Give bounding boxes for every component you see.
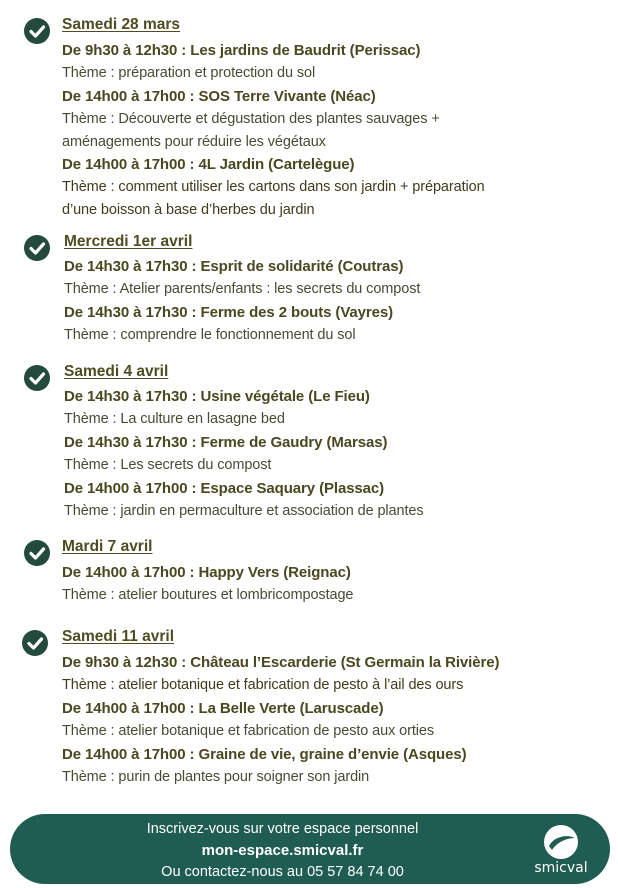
event-theme: Thème : Atelier parents/enfants : les secrets du compost bbox=[64, 281, 421, 297]
smicval-logo bbox=[528, 824, 594, 878]
event-time-venue: De 14h30 à 17h30 : Ferme de Gaudry (Marsas) bbox=[64, 434, 388, 451]
event-theme: Thème : comprendre le fonctionnement du sol bbox=[64, 327, 356, 343]
event-date-heading: Samedi 11 avril bbox=[62, 628, 175, 645]
event-theme: Thème : Les secrets du compost bbox=[64, 457, 272, 473]
register-prompt: Inscrivez-vous sur votre espace personnel bbox=[146, 821, 419, 837]
event-theme: Thème : La culture en lasagne bed bbox=[64, 411, 285, 427]
checkmark-icon bbox=[22, 630, 48, 656]
event-theme: Thème : atelier botanique et fabrication de pesto aux orties bbox=[62, 723, 435, 739]
event-theme: Thème : comment utiliser les cartons dans son jardin + préparation bbox=[62, 179, 485, 195]
event-time-venue: De 14h30 à 17h30 : Ferme des 2 bouts (Vayres) bbox=[64, 304, 393, 321]
event-theme: Thème : jardin en permaculture et association de plantes bbox=[64, 503, 424, 519]
contact-phone: Ou contactez-nous au 05 57 84 74 00 bbox=[161, 864, 404, 880]
smicval-logo-icon bbox=[528, 824, 594, 864]
event-date-heading: Samedi 28 mars bbox=[62, 16, 181, 33]
event-time-venue: De 14h00 à 17h00 : Happy Vers (Reignac) bbox=[62, 564, 351, 581]
event-time-venue: De 14h00 à 17h00 : SOS Terre Vivante (Néac) bbox=[62, 88, 376, 105]
checkmark-icon bbox=[24, 365, 50, 391]
event-date-heading: Samedi 4 avril bbox=[64, 363, 169, 380]
event-theme: Thème : purin de plantes pour soigner son jardin bbox=[62, 769, 370, 785]
event-date-heading: Mardi 7 avril bbox=[62, 538, 153, 555]
event-time-venue: De 14h30 à 17h30 : Usine végétale (Le Fieu) bbox=[64, 388, 370, 405]
event-time-venue: De 9h30 à 12h30 : Les jardins de Baudrit (Perissac) bbox=[62, 42, 421, 59]
logo-wordmark: smicval bbox=[534, 860, 588, 876]
event-theme: Thème : préparation et protection du sol bbox=[62, 65, 316, 81]
event-theme: d’une boisson à base d’herbes du jardin bbox=[62, 202, 315, 218]
event-time-venue: De 9h30 à 12h30 : Château l’Escarderie (St Germain la Rivière) bbox=[62, 654, 500, 671]
event-theme: Thème : atelier botanique et fabrication de pesto à l’ail des ours bbox=[62, 677, 464, 693]
event-time-venue: De 14h00 à 17h00 : La Belle Verte (Laruscade) bbox=[62, 700, 384, 717]
event-time-venue: De 14h00 à 17h00 : 4L Jardin (Cartelègue) bbox=[62, 156, 355, 173]
event-theme: aménagements pour réduire les végétaux bbox=[62, 134, 326, 150]
event-theme: Thème : atelier boutures et lombricompostage bbox=[62, 587, 354, 603]
event-theme: Thème : Découverte et dégustation des plantes sauvages + bbox=[62, 111, 440, 127]
event-date-heading: Mercredi 1er avril bbox=[64, 233, 193, 250]
event-time-venue: De 14h00 à 17h00 : Espace Saquary (Plassac) bbox=[64, 480, 385, 497]
checkmark-icon bbox=[24, 235, 50, 261]
registration-link[interactable]: mon-espace.smicval.fr bbox=[201, 842, 364, 859]
checkmark-icon bbox=[24, 18, 50, 44]
registration-banner bbox=[10, 814, 610, 884]
event-time-venue: De 14h30 à 17h30 : Esprit de solidarité (Coutras) bbox=[64, 258, 404, 275]
checkmark-icon bbox=[24, 540, 50, 566]
event-time-venue: De 14h00 à 17h00 : Graine de vie, graine d’envie (Asques) bbox=[62, 746, 467, 763]
